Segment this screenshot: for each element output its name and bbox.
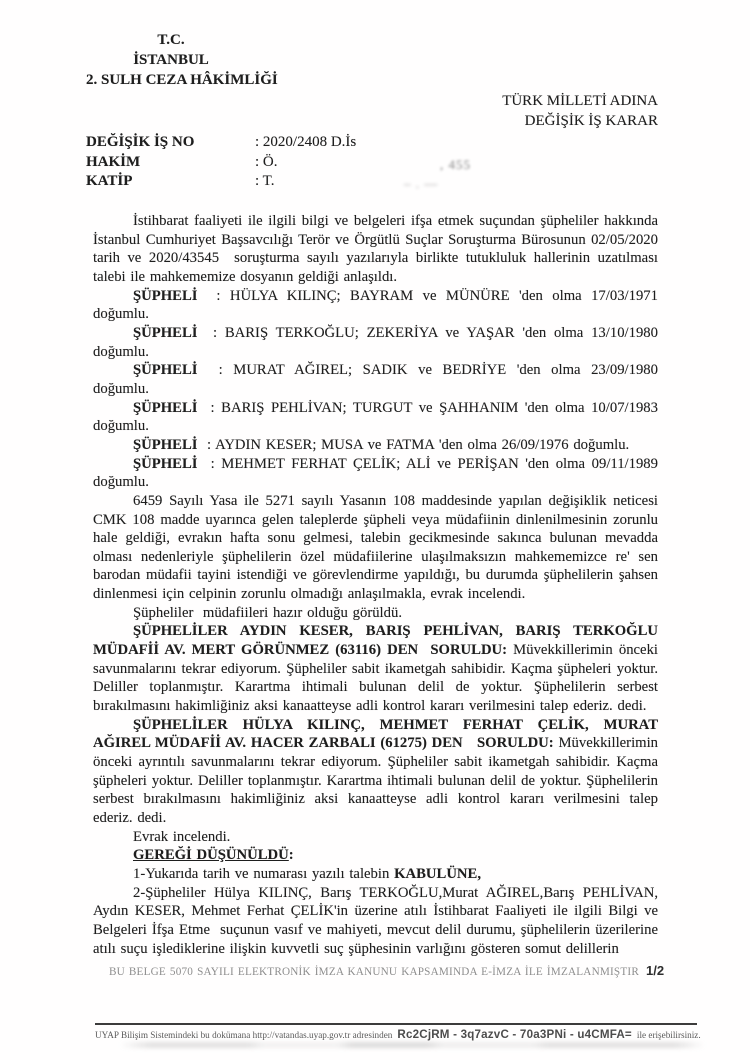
page-number: 1/2 (645, 963, 665, 979)
header-court-name: 2. SULH CEZA HÂKİMLİĞİ (86, 72, 278, 88)
paragraph-segment: Müvekkillerimin önceki savunmalarını tekrar ediyorum. Şüpheliler sabit ikametgah sahibidir. Kaçma şüpheleri yoktur. Deliller toplanmıştır. Karartma ihtimali bulunan delil de yoktur. Şüphelilerin serbest bırakılmasını hakimliğiniz aksi kanaatteyse adli kontrol kararı verilmesini talep ederiz. dedi. (93, 642, 658, 715)
uyap-verification-code: Rc2CjRM - 3q7azvC - 70a3PNi - u4CMFA= (397, 1028, 632, 1041)
paragraph-segment: GEREĞİ DÜŞÜNÜLDÜ (133, 847, 289, 864)
paragraph-segment: ŞÜPHELİ (133, 399, 198, 416)
uyap-verification-footer (95, 1023, 701, 1041)
paragraph-segment: 1-Yukarıda tarih ve numarası yazılı talebin (133, 865, 395, 882)
paragraph (93, 399, 658, 436)
paragraph-segment: : MURAT AĞIREL; SADIK ve BEDRİYE 'den olma 23/09/1980 doğumlu. (93, 362, 658, 397)
paragraph (93, 361, 658, 398)
paragraph-segment: : BARIŞ TERKOĞLU; ZEKERİYA ve YAŞAR 'den olma 13/10/1980 doğumlu. (93, 324, 658, 360)
paragraph (93, 828, 658, 847)
decision-type-line: DEĞİŞİK İŞ KARAR (524, 112, 658, 129)
paragraph-segment: ŞÜPHELİ (133, 455, 198, 472)
paragraph-segment: Müvekkillerimin önceki ayrıntılı savunmalarını tekrar ediyorum. Şüpheliler sabit ikametgah sahibidir. Kaçma şüpheleri yoktur. Deliller toplanmıştır. Karartma ihtimali bulunan delil de yoktur. Şüphelilerin serbest bırakılmasını hakimliğiniz aksi kanaatteyse adli kontrol kararı verilmesini talep ederiz. dedi. (93, 735, 658, 826)
judge-label: HAKİM (86, 153, 141, 170)
paragraph-segment: Evrak incelendi. (133, 828, 231, 845)
paragraph (93, 455, 658, 492)
paragraph (93, 436, 658, 455)
case-meta-block (86, 133, 471, 192)
case-no-label: DEĞİŞİK İŞ NO (86, 134, 195, 150)
paragraph (93, 846, 658, 865)
paragraph-segment: : AYDIN KESER; MUSA ve FATMA 'den olma 26/09/1976 doğumlu. (197, 436, 630, 453)
paragraph-segment: 6459 Sayılı Yasa ile 5271 sayılı Yasanın 108 maddesinde yapılan değişiklik neticesi CMK 108 madde uyarınca gelen taleplerde şüpheli veya müdafiinin dinlenilmesinin zorunlu hale geldiği, evrakın hafta sonu gelmesi, talebin gecikmesinde sakınca bulunan mevadda olması nedenleriyle şüphelilerin özel müdafiilerine ulaşılmaksızın mahkememizce re' sen barodan müdafii tayini istendiği ve görevlendirme yapıldığı, bu durumda şüphelilerin şahsen dinlenmesi için celpinin zorunlu olmadığı anlaşılmakla, evrak incelendi. (93, 492, 658, 603)
paragraph-segment: ŞÜPHELİ (133, 436, 198, 453)
meta-row-clerk (86, 172, 439, 192)
paragraph-segment: : (288, 847, 294, 864)
in-the-name-of-nation-line: TÜRK MİLLETİ ADINA (502, 93, 658, 109)
paragraph-segment: ŞÜPHELİ (133, 287, 198, 304)
esign-footer-line (93, 962, 665, 982)
paragraph-segment: : BARIŞ PEHLİVAN; TURGUT ve ŞAHHANIM 'den olma 10/07/1983 doğumlu. (93, 399, 658, 435)
paragraph-segment: 2-Şüpheliler Hülya KILINÇ, Barış TERKOĞLU,Murat AĞIREL,Barış PEHLİVAN, Aydın KESER, Mehmet Ferhat ÇELİK'in üzerine atılı İstihbarat Faaliyeti ile ilgili Bilgi ve Belgeleri İfşa Etme suçunun vasıf ve mahiyeti, mevcut delil durumu, şüphelilerin üzerilerine atılı suçu işlediklerine ilişkin kuvvetli suç şüphesinin varlığını gösteren somut delillerin (93, 884, 658, 957)
judge-redaction-ghost: , 455 (440, 156, 471, 172)
clerk-value-redacted: : T. (255, 173, 275, 190)
paragraph-segment: : MEHMET FERHAT ÇELİK; ALİ ve PERİŞAN 'den olma 09/11/1989 doğumlu. (93, 455, 658, 491)
paragraph (93, 324, 658, 361)
paragraph (93, 604, 658, 623)
meta-row-case-no (86, 133, 356, 153)
paragraph-segment: ŞÜPHELİ (133, 362, 198, 379)
uyap-suffix-text: ile erişebilirsiniz. (636, 1030, 701, 1040)
paragraph-segment: ŞÜPHELİLER HÜLYA KILINÇ, MEHMET FERHAT ÇELİK, MURAT AĞIREL MÜDAFİİ AV. HACER ZARBALI (61275) DEN SORULDU: (93, 716, 658, 752)
paragraph-segment: ŞÜPHELİ (133, 324, 198, 341)
paragraph-segment: KABULÜNE, (394, 865, 482, 882)
judge-value-redacted: : Ö. (255, 153, 278, 170)
document-body (93, 212, 665, 982)
paragraph (93, 716, 658, 828)
decision-title-block (502, 92, 658, 131)
paragraph (93, 212, 658, 287)
paragraph (93, 622, 658, 715)
scan-artifact-strip (0, 1042, 750, 1048)
paragraph (93, 865, 658, 884)
case-no-value: : 2020/2408 D.İs (255, 134, 357, 150)
clerk-label: KATİP (86, 173, 133, 190)
esign-notice: BU BELGE 5070 SAYILI ELEKTRONİK İMZA KANUNU KAPSAMINDA E-İMZA İLE İMZALANMIŞTIR (108, 966, 639, 979)
paragraph-segment: Şüpheliler müdafiileri hazır olduğu görüldü. (133, 604, 402, 621)
header-city: İSTANBUL (133, 52, 209, 68)
paragraph-segment: : HÜLYA KILINÇ; BAYRAM ve MÜNÜRE 'den olma 17/03/1971 doğumlu. (93, 287, 658, 323)
court-header (86, 30, 278, 90)
uyap-prefix-text: UYAP Bilişim Sistemindeki bu dokümana http://vatandas.uyap.gov.tr adresinden (95, 1030, 393, 1040)
paragraph-segment: ŞÜPHELİLER AYDIN KESER, BARIŞ PEHLİVAN, BARIŞ TERKOĞLU MÜDAFİİ AV. MERT GÖRÜNMEZ (63116) DEN SORULDU: (93, 623, 658, 659)
header-tc: T.C. (157, 32, 185, 48)
paragraph (93, 492, 658, 604)
meta-row-judge (86, 153, 471, 173)
paragraph-segment: İstihbarat faaliyeti ile ilgili bilgi ve belgeleri ifşa etmek suçundan şüpheliler hakkında İstanbul Cumhuriyet Başsavcılığı Terör ve Örgütlü Suçlar Soruşturma Bürosunun 02/05/2020 tarih ve 2020/43545 soruşturma sayılı yazılarıyla birlikte tutukluluk hallerinin uzatılması talebi ile mahkememize dosyanın geldiği anlaşıldı. (93, 213, 658, 285)
paragraph (93, 287, 658, 324)
clerk-redaction-ghost: – . — (404, 176, 439, 192)
paragraph (93, 884, 658, 959)
